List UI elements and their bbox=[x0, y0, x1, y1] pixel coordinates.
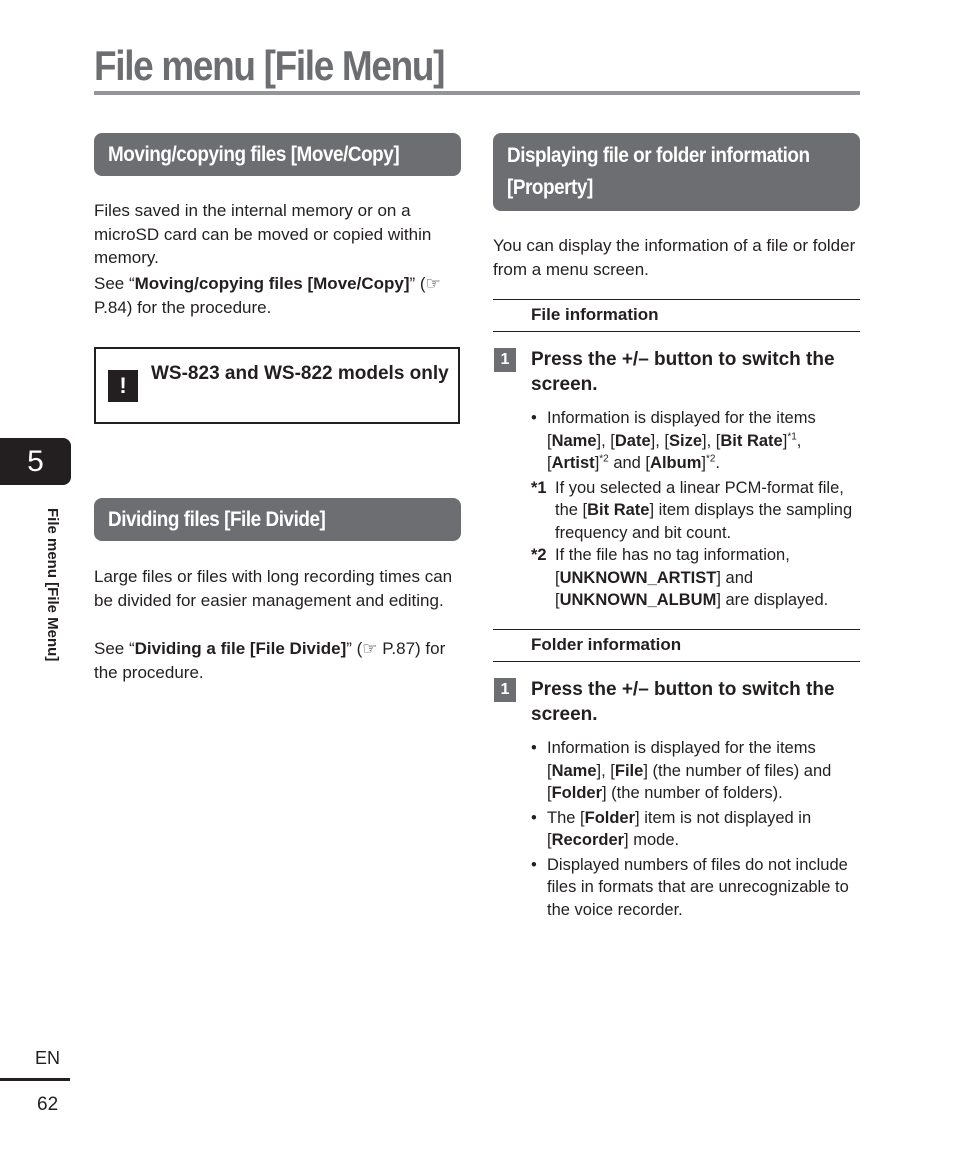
language-label: EN bbox=[35, 1048, 61, 1068]
section-heading-file-divide-text: Dividing files [File Divide] bbox=[108, 507, 326, 531]
caution-icon: ! bbox=[108, 370, 138, 402]
list-item: • Information is displayed for the items [Name], [Date], [Size], [Bit Rate]$^{*1}$, [Artist]$^{*2}$ and [Album]$^{*2}$. bbox=[531, 407, 861, 475]
step-number: 1 bbox=[494, 348, 516, 372]
footnote-2: *2 If the file has no tag information, [UNKNOWN_ARTIST] and [UNKNOWN_ALBUM] are displayed. bbox=[531, 546, 829, 609]
ref-text: ” (☞ P.87) for the procedure. bbox=[94, 639, 446, 682]
page-title: File menu [File Menu] bbox=[94, 42, 445, 89]
footer-rule bbox=[0, 1078, 70, 1081]
model-note-box bbox=[94, 347, 460, 424]
chapter-tab[interactable]: 5 bbox=[0, 438, 71, 485]
step-number: 1 bbox=[494, 678, 516, 702]
model-note-text: WS-823 and WS-822 models only bbox=[151, 363, 449, 384]
sidebar-chapter-label: File menu [File Menu] bbox=[44, 508, 61, 662]
list-item: • Displayed numbers of files do not include files in formats that are unrecognizable to the voice recorder. bbox=[531, 854, 861, 922]
list-item: • The [Folder] item is not displayed in [Recorder] mode. bbox=[531, 807, 861, 852]
section-heading-move-copy-text: Moving/copying files [Move/Copy] bbox=[108, 142, 400, 166]
folder-info-details bbox=[531, 737, 861, 923]
section-heading-property-text: Displaying file or folder information [Property] bbox=[507, 144, 810, 199]
move-copy-body: Files saved in the internal memory or on a microSD card can be moved or copied within memory. bbox=[94, 201, 432, 267]
section-heading-file-divide bbox=[94, 498, 461, 541]
ref-link-move-copy[interactable]: Moving/copying files [Move/Copy] bbox=[134, 274, 410, 293]
page-number: 62 bbox=[37, 1094, 59, 1115]
ref-text: ” (☞ P.84) for the procedure. bbox=[94, 274, 441, 317]
file-divide-reference bbox=[94, 637, 460, 684]
footnote-1: *1 If you selected a linear PCM-format file, the [Bit Rate] item displays the sampling frequency and bit count. bbox=[531, 478, 853, 542]
move-copy-reference bbox=[94, 272, 460, 319]
step-text-file-info: Press the +/– button to switch the screen. bbox=[531, 349, 835, 395]
property-intro: You can display the information of a file or folder from a menu screen. bbox=[493, 236, 856, 279]
file-info-details bbox=[531, 407, 861, 612]
section-heading-move-copy bbox=[94, 133, 461, 176]
ref-text: See “ bbox=[94, 274, 135, 293]
list-item: • Information is displayed for the items [Name], [File] (the number of files) and [Folder] (the number of folders). bbox=[531, 737, 861, 805]
file-divide-body: Large files or files with long recording times can be divided for easier management and editing. bbox=[94, 567, 453, 610]
subhead-file-information: File information bbox=[493, 299, 860, 332]
title-rule bbox=[94, 91, 860, 95]
ref-link-file-divide[interactable]: Dividing a file [File Divide] bbox=[134, 639, 347, 658]
step-text-folder-info: Press the +/– button to switch the screen. bbox=[531, 679, 835, 725]
section-heading-property bbox=[493, 133, 860, 211]
ref-text: See “ bbox=[94, 639, 135, 658]
subhead-folder-information: Folder information bbox=[493, 629, 860, 662]
